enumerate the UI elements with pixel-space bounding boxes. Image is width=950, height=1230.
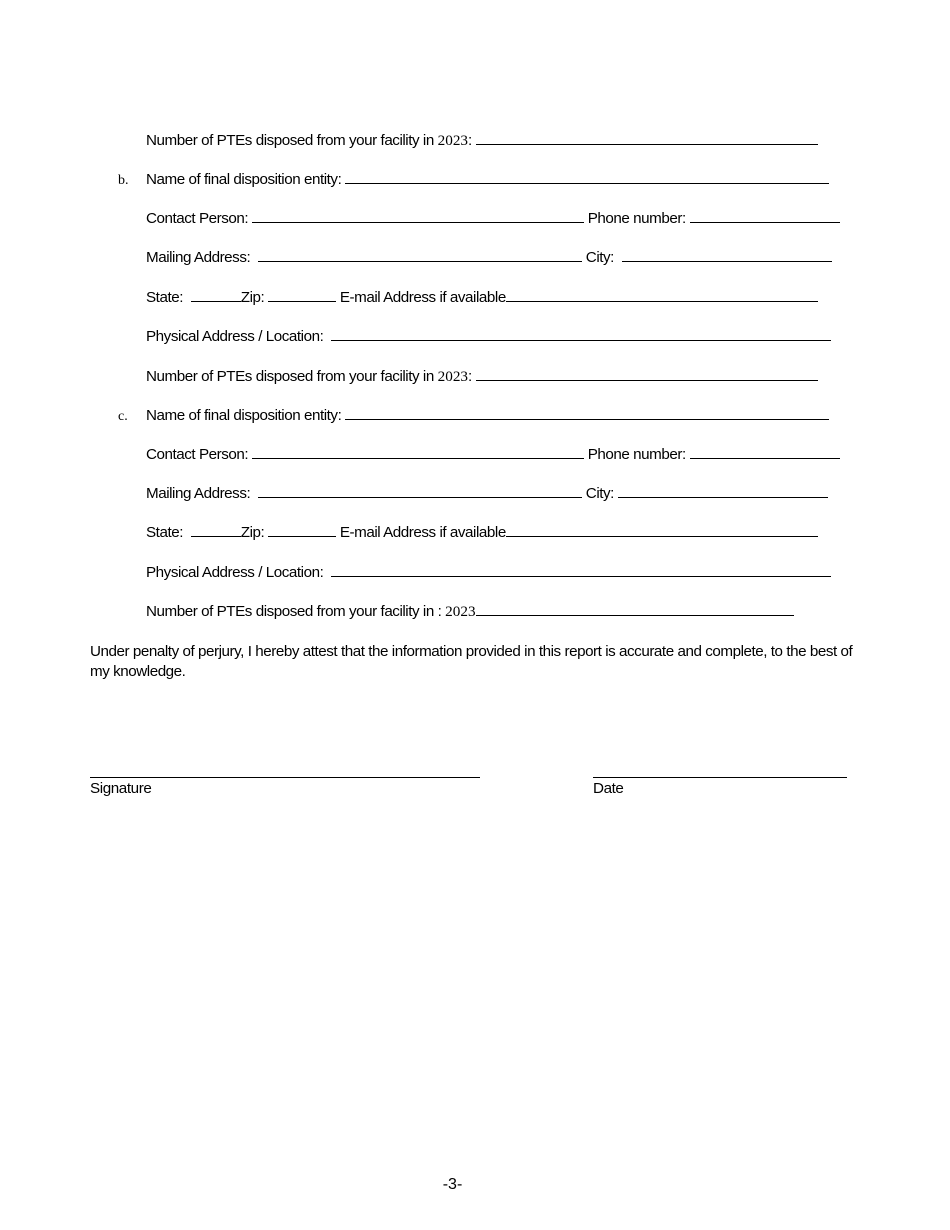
email-field[interactable] xyxy=(506,522,818,537)
mailing-label: Mailing Address: xyxy=(146,485,251,502)
section-b-mailing-row xyxy=(146,247,832,268)
zip-label: Zip: xyxy=(240,289,265,306)
signature-label: Signature xyxy=(90,780,152,797)
section-c-entity-row xyxy=(146,405,829,426)
phone-number-field[interactable] xyxy=(690,208,840,223)
email-label: E-mail Address if available xyxy=(339,524,506,541)
ptes-count-field[interactable] xyxy=(476,366,818,381)
email-label: E-mail Address if available xyxy=(339,289,506,306)
zip-label: Zip: xyxy=(240,524,265,541)
ptes-label: Number of PTEs disposed from your facility in xyxy=(146,368,434,385)
mailing-label: Mailing Address: xyxy=(146,249,251,266)
section-c-contact-row xyxy=(146,444,840,465)
section-c-physical-row xyxy=(146,562,831,583)
section-b-ptes-row xyxy=(146,366,818,387)
section-c-mailing-row xyxy=(146,483,828,504)
zip-field[interactable] xyxy=(268,287,336,302)
contact-label: Contact Person: xyxy=(146,446,249,463)
page-number: -3- xyxy=(442,1176,463,1193)
physical-address-field[interactable] xyxy=(331,326,831,341)
city-label: City: xyxy=(585,249,614,266)
ptes-year: 2023 xyxy=(437,132,468,149)
physical-address-field[interactable] xyxy=(331,562,831,577)
section-a-ptes-row xyxy=(146,130,818,151)
entity-label: Name of final disposition entity: xyxy=(146,171,342,188)
entity-label: Name of final disposition entity: xyxy=(146,407,342,424)
colon: : xyxy=(468,132,472,149)
physical-label: Physical Address / Location: xyxy=(146,328,324,345)
date-label: Date xyxy=(593,780,624,797)
section-b-contact-row xyxy=(146,208,840,229)
colon: : xyxy=(468,368,472,385)
state-field[interactable] xyxy=(191,522,241,537)
section-c-state-row xyxy=(146,522,818,543)
entity-name-field[interactable] xyxy=(345,405,829,420)
ptes-label: Number of PTEs disposed from your facility in : xyxy=(146,603,442,620)
mailing-address-field[interactable] xyxy=(258,247,582,262)
ptes-count-field[interactable] xyxy=(476,130,818,145)
zip-field[interactable] xyxy=(268,522,336,537)
physical-label: Physical Address / Location: xyxy=(146,564,324,581)
signature-field[interactable] xyxy=(90,777,480,778)
section-b-physical-row xyxy=(146,326,831,347)
state-field[interactable] xyxy=(191,287,241,302)
ptes-count-field[interactable] xyxy=(476,601,794,616)
phone-label: Phone number: xyxy=(587,446,686,463)
contact-label: Contact Person: xyxy=(146,210,249,227)
phone-label: Phone number: xyxy=(587,210,686,227)
phone-number-field[interactable] xyxy=(690,444,840,459)
state-label: State: xyxy=(146,289,183,306)
contact-person-field[interactable] xyxy=(252,208,584,223)
state-label: State: xyxy=(146,524,183,541)
date-field[interactable] xyxy=(593,777,847,778)
city-field[interactable] xyxy=(618,483,828,498)
email-field[interactable] xyxy=(506,287,818,302)
contact-person-field[interactable] xyxy=(252,444,584,459)
ptes-label: Number of PTEs disposed from your facility in xyxy=(146,132,434,149)
city-label: City: xyxy=(585,485,614,502)
city-field[interactable] xyxy=(622,247,832,262)
section-c-ptes-row xyxy=(146,601,794,622)
mailing-address-field[interactable] xyxy=(258,483,582,498)
ptes-year: 2023 xyxy=(445,603,476,620)
section-b-entity-row xyxy=(146,169,829,190)
attestation-text: Under penalty of perjury, I hereby attest that the information provided in this report is accurate and complete, to the best of my knowledge. xyxy=(90,643,853,680)
ptes-year: 2023 xyxy=(437,368,468,385)
entity-name-field[interactable] xyxy=(345,169,829,184)
section-b-marker: b. xyxy=(118,173,129,188)
section-c-marker: c. xyxy=(118,409,128,424)
section-b-state-row xyxy=(146,287,818,308)
